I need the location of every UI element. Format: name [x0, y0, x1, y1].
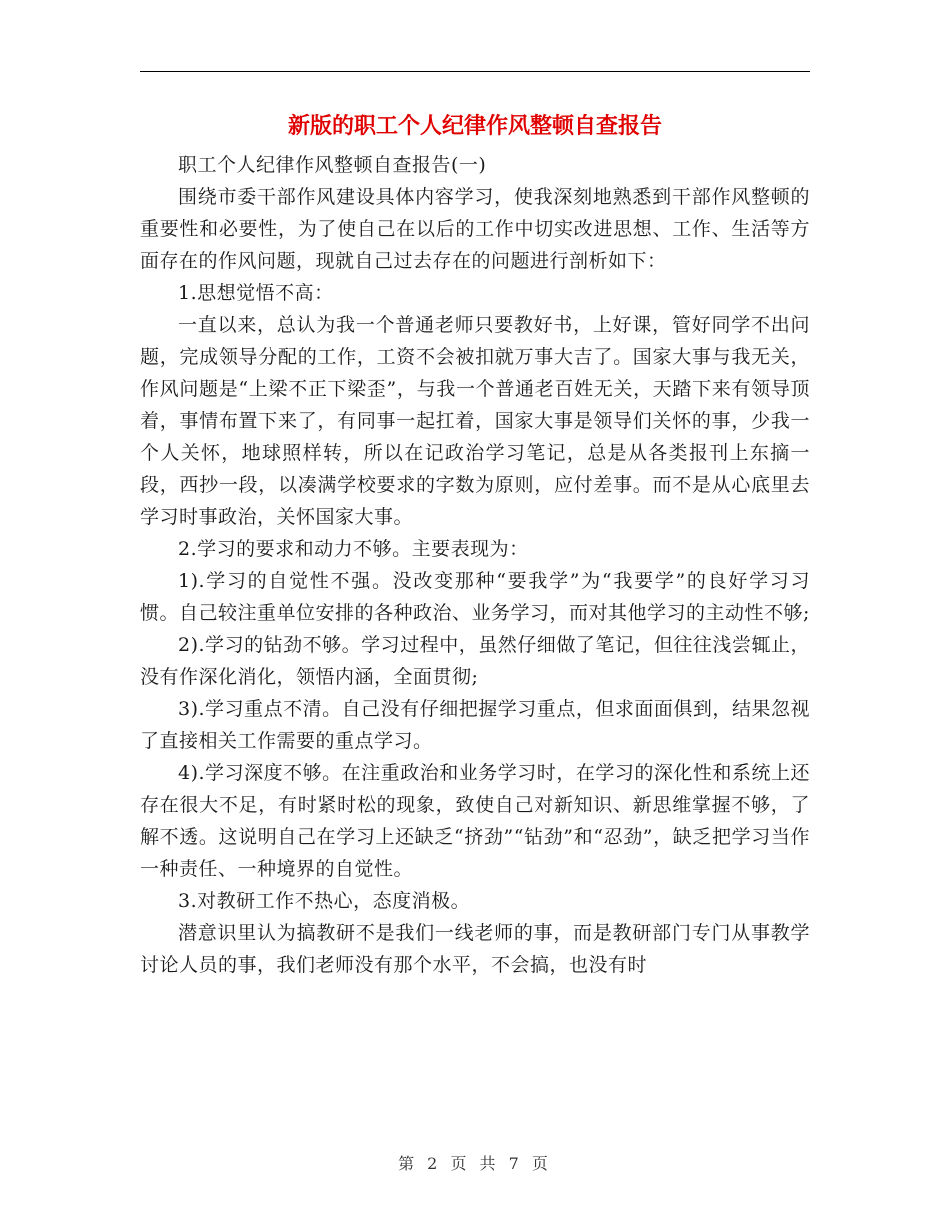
heading-2: 2.学习的要求和动力不够。主要表现为：: [178, 538, 529, 560]
document-title: 新版的职工个人纪律作风整顿自查报告: [287, 113, 662, 139]
intro-paragraph: 围绕市委干部作风建设具体内容学习，使我深刻地熟悉到干部作风整顿的重要性和必要性，为了使自己在以后的工作中切实改进思想、工作、生活等方面存在的作风问题，现就自己过去存在的问题进行剖析如下：: [140, 186, 810, 272]
page-number: 第 2 页 共 7 页: [398, 1154, 552, 1173]
item-2-4: 4).学习深度不够。在注重政治和业务学习时，在学习的深化性和系统上还存在很大不足，有时紧时松的现象，致使自己对新知识、新思维掌握不够，了解不透。这说明自己在学习上还缺乏“挤劲”“钻劲”和“忍劲”，缺乏把学习当作一种责任、一种境界的自觉性。: [140, 762, 810, 880]
paragraph-3: 潜意识里认为搞教研不是我们一线老师的事，而是教研部门专门从事教学讨论人员的事，我们老师没有那个水平，不会搞，也没有时: [140, 922, 810, 976]
item-2-1: 1).学习的自觉性不强。没改变那种“要我学”为“我要学”的良好学习习惯。自己较注重单位安排的各种政治、业务学习，而对其他学习的主动性不够;: [140, 570, 810, 624]
heading-1: 1.思想觉悟不高：: [178, 282, 334, 304]
paragraph-1: 一直以来，总认为我一个普通老师只要教好书，上好课，管好同学不出问题，完成领导分配的工作，工资不会被扣就万事大吉了。国家大事与我无关，作风问题是“上梁不正下梁歪”，与我一个普通老百姓无关，天踏下来有领导顶着，事情布置下来了，有同事一起扛着，国家大事是领导们关怀的事，少我一个人关怀，地球照样转，所以在记政治学习笔记，总是从各类报刊上东摘一段，西抄一段，以凑满学校要求的字数为原则，应付差事。而不是从心底里去学习时事政治，关怀国家大事。: [140, 314, 810, 528]
document-body: [140, 149, 810, 981]
heading-3: 3.对教研工作不热心，态度消极。: [178, 890, 471, 912]
item-2-3: 3).学习重点不清。自己没有仔细把握学习重点，但求面面俱到，结果忽视了直接相关工作需要的重点学习。: [140, 698, 810, 752]
section-subtitle: 职工个人纪律作风整顿自查报告(一): [178, 154, 487, 176]
header-rule: [140, 71, 810, 72]
item-2-2: 2).学习的钻劲不够。学习过程中，虽然仔细做了笔记，但往往浅尝辄止，没有作深化消化，领悟内涵，全面贯彻;: [140, 634, 810, 688]
